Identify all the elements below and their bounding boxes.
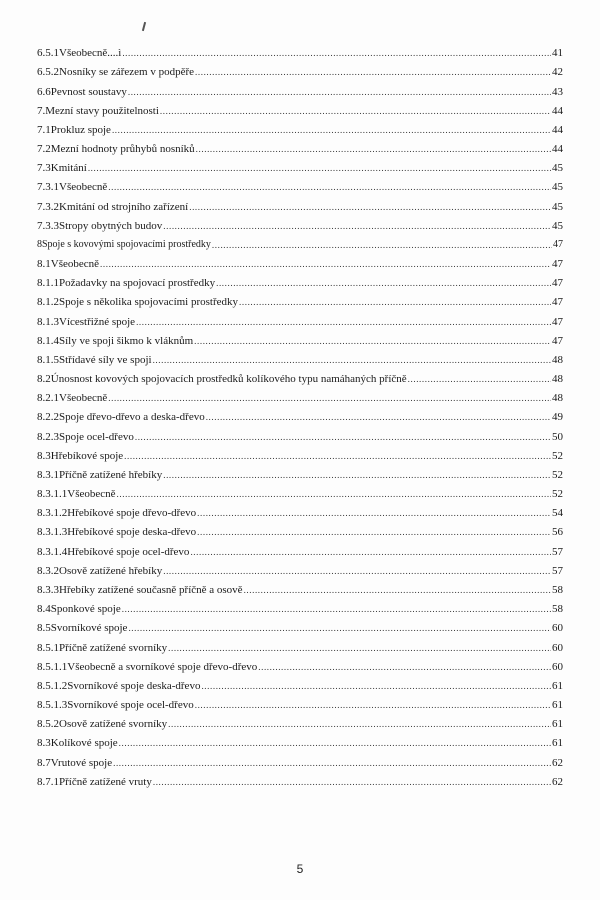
toc-entry[interactable]: [37, 136, 563, 155]
toc-entry-title: 6.5.1Všeobecně....ì: [37, 47, 122, 60]
dot-leader: [100, 258, 551, 270]
dot-leader: [194, 335, 551, 347]
dot-leader: [168, 642, 551, 654]
toc-entry[interactable]: [37, 749, 563, 768]
dot-leader: [206, 411, 551, 423]
dot-leader: [258, 661, 551, 673]
toc-entry[interactable]: [37, 193, 563, 212]
toc-entry-title: 8.3Kolíkové spoje: [37, 737, 118, 750]
toc-entry-title: 8.5.1.2Svorníkové spoje deska-dřevo: [37, 679, 201, 692]
dot-leader: [239, 296, 551, 308]
toc-entry-title: 8.1.1Požadavky na spojovací prostředky: [37, 277, 216, 290]
toc-entry[interactable]: [37, 270, 563, 289]
toc-entry-title: 8.5.1.1Všeobecně a svorníkové spoje dřevo-dřevo: [37, 660, 258, 673]
toc-entry-title: 8.3.1.1Všeobecně: [37, 488, 116, 501]
toc-entry[interactable]: [37, 654, 563, 673]
dot-leader: [112, 124, 551, 136]
toc-entry-title: 7.1Prokluz spoje: [37, 123, 111, 136]
dot-leader: [124, 450, 551, 462]
dot-leader: [163, 565, 551, 577]
pen-mark: [142, 22, 146, 31]
dot-leader: [108, 392, 551, 404]
toc-entry-page: 56: [552, 526, 563, 539]
dot-leader: [160, 105, 551, 117]
toc-entry[interactable]: [37, 155, 563, 174]
toc-entry-page: 45: [552, 181, 563, 194]
toc-entry[interactable]: [37, 577, 563, 596]
toc-entry-title: 8.2.3Spoje ocel-dřevo: [37, 430, 134, 443]
table-of-contents: [37, 40, 563, 788]
dot-leader: [119, 737, 551, 749]
toc-entry-title: 8.1.5Střídavé síly ve spoji: [37, 353, 152, 366]
dot-leader: [195, 66, 551, 78]
toc-entry-title: 8.1.3Vícestřižné spoje: [37, 315, 136, 328]
dot-leader: [128, 622, 551, 634]
dot-leader: [189, 201, 551, 213]
toc-entry-title: 8.3.2Osově zatížené hřebíky: [37, 564, 163, 577]
toc-entry-page: 61: [552, 718, 563, 731]
dot-leader: [197, 526, 551, 538]
toc-entry[interactable]: [37, 481, 563, 500]
toc-entry-page: 54: [552, 507, 563, 520]
toc-entry-page: 52: [552, 449, 563, 462]
toc-entry-page: 57: [552, 564, 563, 577]
toc-entry[interactable]: [37, 232, 563, 251]
toc-entry-page: 44: [552, 123, 563, 136]
toc-entry-title: 8.7.1Příčně zatížené vruty: [37, 775, 152, 788]
toc-entry[interactable]: [37, 615, 563, 634]
toc-entry[interactable]: [37, 59, 563, 78]
toc-entry-page: 60: [552, 660, 563, 673]
dot-leader: [212, 239, 552, 251]
toc-entry[interactable]: [37, 538, 563, 557]
toc-entry-title: 8.2.1Všeobecně: [37, 392, 108, 405]
dot-leader: [163, 469, 551, 481]
toc-entry-title: 8.5Svorníkové spoje: [37, 622, 128, 635]
dot-leader: [195, 699, 551, 711]
toc-entry-page: 58: [552, 583, 563, 596]
toc-entry[interactable]: [37, 98, 563, 117]
toc-entry-title: 7.Mezní stavy použitelnosti: [37, 104, 159, 117]
toc-entry-title: 8.5.1Příčně zatížené svorníky: [37, 641, 168, 654]
toc-entry-page: 62: [552, 775, 563, 788]
toc-entry-title: 7.3.3Stropy obytných budov: [37, 219, 163, 232]
toc-entry[interactable]: [37, 711, 563, 730]
toc-entry-page: 61: [552, 737, 563, 750]
toc-entry[interactable]: [37, 308, 563, 327]
dot-leader: [153, 776, 551, 788]
toc-entry-page: 47: [552, 277, 563, 290]
toc-entry-title: 8.3.1Příčně zatížené hřebíky: [37, 468, 163, 481]
page-number: 5: [296, 862, 304, 876]
dot-leader: [197, 507, 551, 519]
toc-entry[interactable]: [37, 213, 563, 232]
toc-entry-title: 8.7Vrutové spoje: [37, 756, 113, 769]
toc-entry-page: 47: [552, 315, 563, 328]
toc-entry-title: 8.3Hřebíkové spoje: [37, 449, 124, 462]
toc-entry[interactable]: [37, 289, 563, 308]
toc-entry-page: 60: [552, 641, 563, 654]
toc-entry-page: 47: [552, 258, 563, 271]
toc-entry-page: 61: [552, 699, 563, 712]
toc-entry-title: 8.3.1.3Hřebíkové spoje deska-dřevo: [37, 526, 197, 539]
toc-entry-page: 47: [553, 238, 563, 250]
toc-entry-page: 47: [552, 334, 563, 347]
toc-entry-page: 41: [552, 47, 563, 60]
toc-entry-title: 8.4Sponkové spoje: [37, 603, 121, 616]
toc-entry[interactable]: [37, 78, 563, 97]
toc-entry-page: 52: [552, 468, 563, 481]
toc-entry[interactable]: [37, 40, 563, 59]
toc-entry[interactable]: [37, 366, 563, 385]
dot-leader: [153, 354, 551, 366]
dot-leader: [216, 277, 551, 289]
toc-entry[interactable]: [37, 347, 563, 366]
toc-entry[interactable]: [37, 404, 563, 423]
toc-entry-title: 8Spoje s kovovými spojovacími prostředky: [37, 238, 211, 250]
toc-entry[interactable]: [37, 634, 563, 653]
toc-entry-page: 49: [552, 411, 563, 424]
toc-entry-title: 7.2Mezní hodnoty průhybů nosníků: [37, 143, 195, 156]
toc-entry-title: 7.3Kmitání: [37, 162, 87, 175]
dot-leader: [117, 488, 551, 500]
toc-entry-page: 50: [552, 430, 563, 443]
dot-leader: [88, 162, 551, 174]
dot-leader: [136, 316, 551, 328]
toc-entry[interactable]: [37, 462, 563, 481]
toc-entry[interactable]: [37, 596, 563, 615]
dot-leader: [190, 546, 551, 558]
toc-entry-page: 44: [552, 104, 563, 117]
toc-entry-title: 8.2Únosnost kovových spojovacích prostředků kolíkového typu namáhaných příčně: [37, 373, 407, 386]
toc-entry-page: 57: [552, 545, 563, 558]
dot-leader: [244, 584, 551, 596]
toc-entry[interactable]: [37, 423, 563, 442]
dot-leader: [113, 757, 551, 769]
toc-entry-page: 44: [552, 143, 563, 156]
toc-entry-title: 8.5.1.3Svorníkové spoje ocel-dřevo: [37, 699, 194, 712]
toc-entry-title: 8.3.1.2Hřebíkové spoje dřevo-dřevo: [37, 507, 197, 520]
toc-entry-title: 8.2.2Spoje dřevo-dřevo a deska-dřevo: [37, 411, 205, 424]
toc-entry-title: 8.5.2Osově zatížené svorníky: [37, 718, 168, 731]
toc-entry-page: 45: [552, 162, 563, 175]
toc-entry[interactable]: [37, 443, 563, 462]
toc-entry-page: 62: [552, 756, 563, 769]
toc-entry[interactable]: [37, 385, 563, 404]
toc-entry[interactable]: [37, 251, 563, 270]
dot-leader: [122, 603, 551, 615]
dot-leader: [128, 86, 551, 98]
toc-entry-title: 7.3.2Kmitání od strojního zařízení: [37, 200, 189, 213]
toc-entry-page: 61: [552, 679, 563, 692]
toc-entry[interactable]: [37, 769, 563, 788]
dot-leader: [122, 47, 551, 59]
toc-entry-title: 7.3.1Všeobecně: [37, 181, 108, 194]
toc-entry-title: 8.3.3Hřebíky zatížené současně příčně a osově: [37, 583, 243, 596]
toc-entry-title: 8.1.4Síly ve spoji šikmo k vláknům: [37, 334, 194, 347]
toc-entry-page: 43: [552, 85, 563, 98]
toc-entry-page: 45: [552, 219, 563, 232]
toc-entry[interactable]: [37, 558, 563, 577]
dot-leader: [168, 718, 551, 730]
dot-leader: [408, 373, 551, 385]
toc-entry-title: 6.5.2Nosníky se zářezem v podpěře: [37, 66, 195, 79]
toc-entry[interactable]: [37, 328, 563, 347]
dot-leader: [135, 431, 551, 443]
toc-entry[interactable]: [37, 519, 563, 538]
toc-entry-page: 47: [552, 296, 563, 309]
toc-entry[interactable]: [37, 500, 563, 519]
dot-leader: [196, 143, 551, 155]
toc-entry-page: 60: [552, 622, 563, 635]
toc-entry-title: 8.3.1.4Hřebíkové spoje ocel-dřevo: [37, 545, 190, 558]
toc-entry-title: 6.6Pevnost soustavy: [37, 85, 127, 98]
toc-entry-page: 48: [552, 392, 563, 405]
toc-entry[interactable]: [37, 117, 563, 136]
dot-leader: [201, 680, 551, 692]
toc-entry-title: 8.1Všeobecně: [37, 258, 100, 271]
toc-entry-title: 8.1.2Spoje s několika spojovacími prostředky: [37, 296, 239, 309]
toc-entry[interactable]: [37, 174, 563, 193]
dot-leader: [108, 181, 551, 193]
toc-entry-page: 58: [552, 603, 563, 616]
toc-entry-page: 42: [552, 66, 563, 79]
toc-entry[interactable]: [37, 692, 563, 711]
toc-entry-page: 48: [552, 353, 563, 366]
toc-entry[interactable]: [37, 730, 563, 749]
toc-entry[interactable]: [37, 673, 563, 692]
toc-entry-page: 52: [552, 488, 563, 501]
toc-entry-page: 45: [552, 200, 563, 213]
dot-leader: [163, 220, 551, 232]
toc-entry-page: 48: [552, 373, 563, 386]
